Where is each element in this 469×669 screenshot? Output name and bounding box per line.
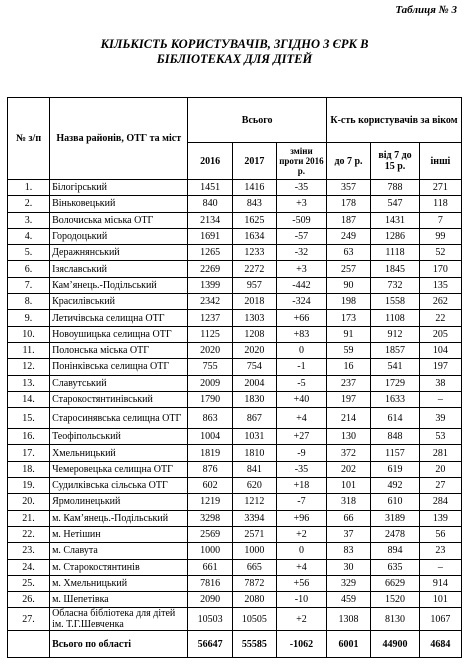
row-age-other: 56 [419,526,461,542]
row-age-7-15: 610 [371,494,420,510]
row-age-to7: 83 [326,543,370,559]
row-age-to7: 37 [326,526,370,542]
row-change: -32 [277,245,327,261]
title-line-2: БІБЛІОТЕКАХ ДЛЯ ДІТЕЙ [156,52,313,66]
row-name: м. Славута [50,543,188,559]
row-age-7-15: 2478 [371,526,420,542]
row-change: +2 [277,526,327,542]
row-2017: 1233 [232,245,276,261]
row-age-7-15: 894 [371,543,420,559]
header-users-group: К-сть користувачів за віком [326,98,461,143]
row-2016: 1004 [188,429,232,445]
row-number: 25. [8,575,50,591]
row-2017: 2571 [232,526,276,542]
users-table [7,97,462,658]
row-change: -9 [277,445,327,461]
row-number: 18. [8,461,50,477]
table-row [8,526,462,542]
row-2017: 843 [232,196,276,212]
row-age-to7: 237 [326,375,370,391]
row-age-to7: 63 [326,245,370,261]
row-2017: 620 [232,478,276,494]
row-name: Деражнянський [50,245,188,261]
row-age-7-15: 1118 [371,245,420,261]
page-title [0,37,469,67]
row-2017: 2080 [232,592,276,608]
row-2016: 2342 [188,294,232,310]
header-change: зміни проти 2016 р. [277,143,327,180]
row-number: 11. [8,342,50,358]
row-2017: 957 [232,277,276,293]
row-name: Чемеровецька селищна ОТГ [50,461,188,477]
row-2016: 1451 [188,180,232,196]
table-row [8,212,462,228]
total-to7: 6001 [326,631,370,658]
row-2016: 876 [188,461,232,477]
table-row [8,375,462,391]
row-2016: 863 [188,408,232,429]
table-row [8,445,462,461]
row-age-other: 101 [419,592,461,608]
row-age-to7: 66 [326,510,370,526]
row-number: 12. [8,359,50,375]
row-number: 20. [8,494,50,510]
row-name: Теофіпольський [50,429,188,445]
header-age-to7: до 7 р. [326,143,370,180]
row-age-other: 197 [419,359,461,375]
row-name: Віньковецький [50,196,188,212]
table-row [8,196,462,212]
row-age-7-15: 1729 [371,375,420,391]
row-name: м. Кам’янець.-Подільський [50,510,188,526]
row-name: м. Старокостянтинів [50,559,188,575]
row-number: 2. [8,196,50,212]
row-age-7-15: 1633 [371,391,420,407]
table-row [8,261,462,277]
row-2017: 1634 [232,228,276,244]
table-row [8,478,462,494]
row-age-to7: 357 [326,180,370,196]
row-age-to7: 202 [326,461,370,477]
table-row [8,180,462,196]
row-age-other: 262 [419,294,461,310]
row-age-7-15: 1286 [371,228,420,244]
row-age-other: 1067 [419,608,461,631]
row-age-other: 170 [419,261,461,277]
row-2016: 1125 [188,326,232,342]
row-age-other: 20 [419,461,461,477]
row-age-7-15: 541 [371,359,420,375]
row-age-to7: 90 [326,277,370,293]
table-row [8,429,462,445]
row-number: 6. [8,261,50,277]
row-2017: 754 [232,359,276,375]
total-y2017: 55585 [232,631,276,658]
row-age-other: – [419,559,461,575]
row-age-7-15: 635 [371,559,420,575]
row-age-to7: 187 [326,212,370,228]
row-2016: 755 [188,359,232,375]
row-number: 24. [8,559,50,575]
row-2017: 1810 [232,445,276,461]
row-age-to7: 173 [326,310,370,326]
row-2017: 3394 [232,510,276,526]
row-number: 15. [8,408,50,429]
row-change: 0 [277,342,327,358]
row-age-7-15: 788 [371,180,420,196]
row-2016: 2134 [188,212,232,228]
row-age-other: 118 [419,196,461,212]
row-number: 23. [8,543,50,559]
row-name: Городоцький [50,228,188,244]
row-age-7-15: 8130 [371,608,420,631]
row-2017: 867 [232,408,276,429]
row-age-7-15: 1108 [371,310,420,326]
row-2017: 1000 [232,543,276,559]
row-2017: 841 [232,461,276,477]
header-name: Назва районів, ОТГ та міст [50,98,188,180]
table-row [8,592,462,608]
row-2017: 7872 [232,575,276,591]
row-name: Новоушицька селищна ОТГ [50,326,188,342]
row-age-7-15: 1845 [371,261,420,277]
row-change: +96 [277,510,327,526]
row-age-other: 205 [419,326,461,342]
row-2016: 661 [188,559,232,575]
row-2016: 2269 [188,261,232,277]
row-number: 13. [8,375,50,391]
table-row [8,494,462,510]
row-number: 19. [8,478,50,494]
row-age-to7: 257 [326,261,370,277]
table-row [8,391,462,407]
row-age-7-15: 848 [371,429,420,445]
row-name: Хмельницький [50,445,188,461]
row-age-other: 7 [419,212,461,228]
row-age-other: 281 [419,445,461,461]
row-change: -324 [277,294,327,310]
row-change: +66 [277,310,327,326]
row-2016: 840 [188,196,232,212]
row-name: Волочиська міська ОТГ [50,212,188,228]
row-name: м. Шепетівка [50,592,188,608]
row-2017: 1208 [232,326,276,342]
row-age-to7: 91 [326,326,370,342]
total-row [8,631,462,658]
row-2017: 2020 [232,342,276,358]
row-name: Красилівський [50,294,188,310]
header-age-7-15: від 7 до 15 р. [371,143,420,180]
row-age-to7: 30 [326,559,370,575]
row-name: Ізяславський [50,261,188,277]
row-name: Летичівська селищна ОТГ [50,310,188,326]
row-age-other: 271 [419,180,461,196]
table-row [8,461,462,477]
table-row [8,310,462,326]
row-2016: 2009 [188,375,232,391]
row-change: -10 [277,592,327,608]
row-age-other: 104 [419,342,461,358]
row-number: 16. [8,429,50,445]
row-2016: 2569 [188,526,232,542]
table-row [8,342,462,358]
row-2017: 665 [232,559,276,575]
header-age-other: інші [419,143,461,180]
total-other: 4684 [419,631,461,658]
row-2017: 2004 [232,375,276,391]
row-age-7-15: 1520 [371,592,420,608]
row-age-other: 139 [419,510,461,526]
row-age-to7: 318 [326,494,370,510]
row-number: 9. [8,310,50,326]
row-change: -1 [277,359,327,375]
row-number: 4. [8,228,50,244]
row-2017: 2018 [232,294,276,310]
row-age-to7: 198 [326,294,370,310]
row-age-7-15: 732 [371,277,420,293]
row-number: 17. [8,445,50,461]
table-row [8,559,462,575]
row-name: Судилківська сільська ОТГ [50,478,188,494]
row-age-other: 284 [419,494,461,510]
table-row [8,359,462,375]
row-name: Старосинявська селищна ОТГ [50,408,188,429]
row-age-to7: 329 [326,575,370,591]
row-name: Понінківська селищна ОТГ [50,359,188,375]
row-2016: 3298 [188,510,232,526]
row-age-other: 135 [419,277,461,293]
table-number: Таблиця № 3 [395,4,457,16]
row-name: Ярмолинецький [50,494,188,510]
row-age-7-15: 3189 [371,510,420,526]
row-number: 7. [8,277,50,293]
row-2016: 1691 [188,228,232,244]
row-age-to7: 197 [326,391,370,407]
row-2017: 2272 [232,261,276,277]
row-2017: 1416 [232,180,276,196]
row-age-7-15: 912 [371,326,420,342]
row-change: 0 [277,543,327,559]
table-row [8,326,462,342]
row-change: +4 [277,559,327,575]
row-2016: 602 [188,478,232,494]
row-age-other: – [419,391,461,407]
row-2017: 1625 [232,212,276,228]
row-change: +27 [277,429,327,445]
row-2017: 1212 [232,494,276,510]
row-age-7-15: 492 [371,478,420,494]
header-2016: 2016 [188,143,232,180]
row-change: -509 [277,212,327,228]
row-change: +2 [277,608,327,631]
row-number: 27. [8,608,50,631]
row-number: 26. [8,592,50,608]
row-name: м. Нетішин [50,526,188,542]
row-name: Білогірський [50,180,188,196]
row-name: м. Хмельницький [50,575,188,591]
row-name: Старокостянтинівський [50,391,188,407]
row-age-7-15: 1558 [371,294,420,310]
header-num: № з/п [8,98,50,180]
table-row [8,228,462,244]
row-number: 1. [8,180,50,196]
row-age-to7: 130 [326,429,370,445]
row-age-other: 99 [419,228,461,244]
row-age-to7: 101 [326,478,370,494]
row-age-7-15: 619 [371,461,420,477]
row-age-to7: 178 [326,196,370,212]
row-2016: 1819 [188,445,232,461]
row-2017: 1303 [232,310,276,326]
row-2016: 10503 [188,608,232,631]
row-2016: 1265 [188,245,232,261]
row-age-other: 23 [419,543,461,559]
row-change: -5 [277,375,327,391]
row-number: 8. [8,294,50,310]
table-body [8,180,462,658]
row-number: 10. [8,326,50,342]
row-2016: 1399 [188,277,232,293]
row-age-7-15: 1431 [371,212,420,228]
row-change: +3 [277,196,327,212]
row-change: +4 [277,408,327,429]
row-age-to7: 16 [326,359,370,375]
table-row [8,294,462,310]
total-y2016: 56647 [188,631,232,658]
total-change: -1062 [277,631,327,658]
row-change: -57 [277,228,327,244]
row-name: Обласна бібліотека для дітей ім. Т.Г.Шевченка [50,608,188,631]
row-age-to7: 459 [326,592,370,608]
row-name: Полонська міська ОТГ [50,342,188,358]
row-change: +56 [277,575,327,591]
row-age-to7: 372 [326,445,370,461]
row-change: -442 [277,277,327,293]
row-number: 22. [8,526,50,542]
row-age-other: 38 [419,375,461,391]
row-2016: 2090 [188,592,232,608]
row-2016: 2020 [188,342,232,358]
row-age-7-15: 1157 [371,445,420,461]
row-name: Славутський [50,375,188,391]
row-name: Кам’янець.-Подільський [50,277,188,293]
table-row [8,510,462,526]
row-age-other: 22 [419,310,461,326]
row-change: +3 [277,261,327,277]
row-age-other: 914 [419,575,461,591]
row-number: 14. [8,391,50,407]
total-name: Всього по області [50,631,188,658]
table-row [8,277,462,293]
row-change: -35 [277,180,327,196]
row-age-other: 27 [419,478,461,494]
row-age-7-15: 6629 [371,575,420,591]
row-2016: 1790 [188,391,232,407]
table-row [8,408,462,429]
row-change: +40 [277,391,327,407]
row-age-to7: 59 [326,342,370,358]
row-2017: 1031 [232,429,276,445]
total-number-cell [8,631,50,658]
row-age-7-15: 1857 [371,342,420,358]
row-change: -35 [277,461,327,477]
row-number: 21. [8,510,50,526]
row-change: -7 [277,494,327,510]
row-2017: 1830 [232,391,276,407]
row-change: +83 [277,326,327,342]
row-age-other: 53 [419,429,461,445]
table-row [8,543,462,559]
row-age-to7: 1308 [326,608,370,631]
row-age-to7: 249 [326,228,370,244]
total-a7-15: 44900 [371,631,420,658]
row-change: +18 [277,478,327,494]
table-row [8,245,462,261]
row-age-other: 39 [419,408,461,429]
row-2016: 1219 [188,494,232,510]
row-age-other: 52 [419,245,461,261]
row-2016: 1000 [188,543,232,559]
row-age-to7: 214 [326,408,370,429]
row-2016: 7816 [188,575,232,591]
table-row [8,608,462,631]
header-total-group: Всього [188,98,326,143]
table-row [8,575,462,591]
row-number: 3. [8,212,50,228]
header-2017: 2017 [232,143,276,180]
row-2016: 1237 [188,310,232,326]
row-age-7-15: 614 [371,408,420,429]
row-number: 5. [8,245,50,261]
row-2017: 10505 [232,608,276,631]
row-age-7-15: 547 [371,196,420,212]
title-line-1: КІЛЬКІСТЬ КОРИСТУВАЧІВ, ЗГІДНО З ЄРК В [100,37,369,51]
